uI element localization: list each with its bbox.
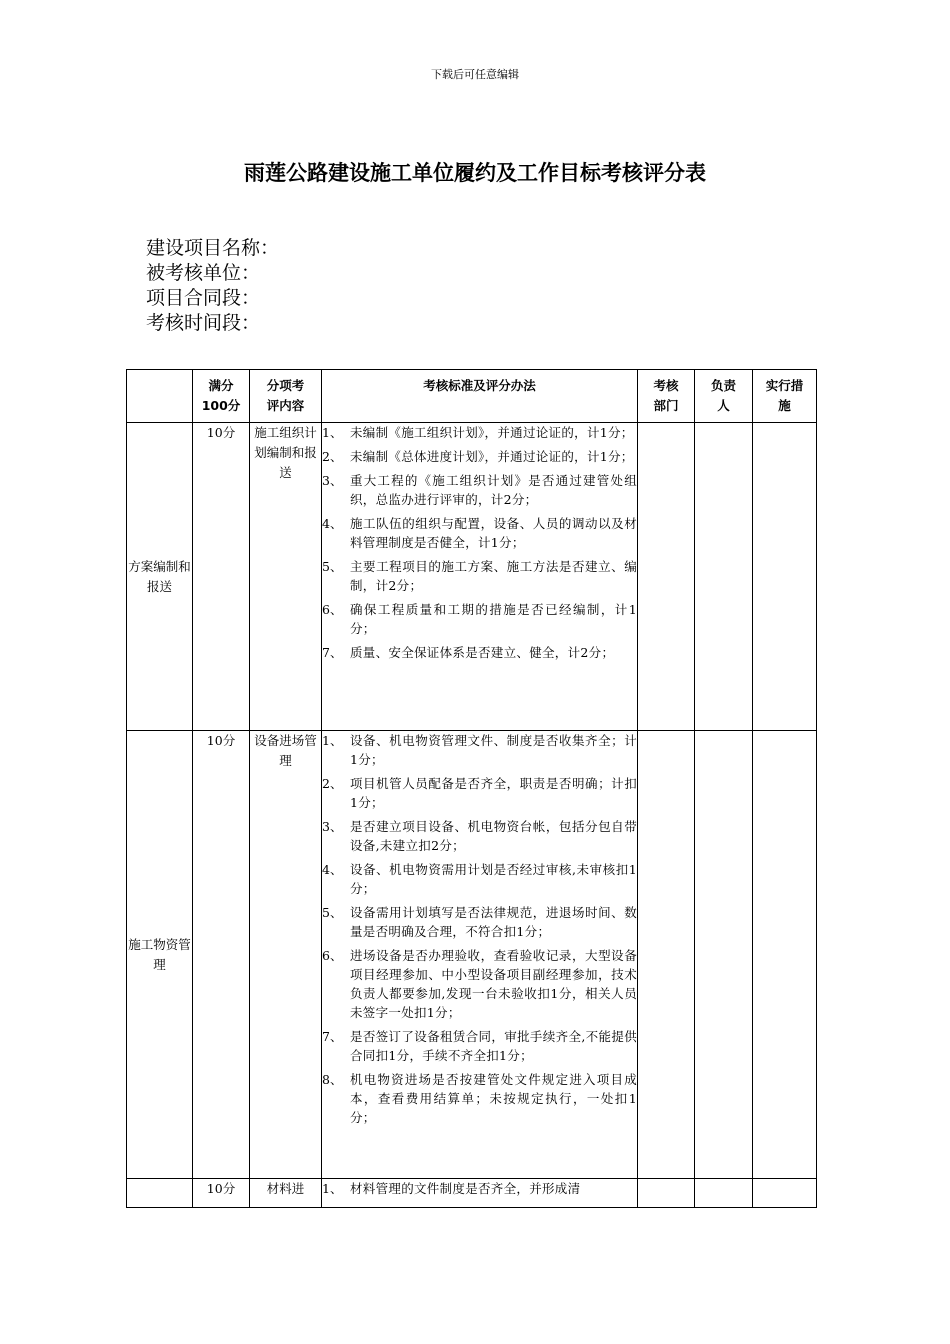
criteria-item — [322, 447, 637, 466]
criteria-text: 质量、安全保证体系是否建立、健全，计2分； — [350, 645, 615, 660]
criteria-number: 6、 — [322, 948, 343, 963]
criteria-text: 重大工程的《施工组织计划》是否通过建管处组织，总监办进行评审的，计2分； — [350, 473, 637, 507]
person-cell — [695, 731, 753, 1179]
category-cell: 方案编制和报送 — [127, 423, 193, 731]
table-row — [127, 423, 817, 731]
criteria-cell — [322, 731, 638, 1179]
criteria-text: 进场设备是否办理验收，查看验收记录，大型设备项目经理参加、中小型设备项目副经理参加，技术负责人都要参加,发现一台未验收扣1分，相关人员未签字一处扣1分； — [350, 948, 637, 1020]
criteria-item — [322, 557, 637, 595]
criteria-cell — [322, 1179, 638, 1208]
category-cell — [127, 1179, 193, 1208]
criteria-number: 6、 — [322, 602, 343, 617]
criteria-text: 未编制《总体进度计划》，并通过论证的，计1分； — [350, 449, 634, 464]
criteria-item — [322, 946, 637, 1022]
criteria-number: 3、 — [322, 473, 343, 488]
person-cell — [695, 1179, 753, 1208]
criteria-number: 2、 — [322, 776, 343, 791]
sub-item-cell: 施工组织计划编制和报送 — [250, 423, 322, 731]
criteria-text: 是否签订了设备租赁合同，审批手续齐全,不能提供合同扣1分，手续不齐全扣1分； — [350, 1029, 637, 1063]
criteria-number: 4、 — [322, 516, 343, 531]
criteria-number: 1、 — [322, 425, 343, 440]
criteria-text: 项目机管人员配备是否齐全，职责是否明确；计扣1分； — [350, 776, 637, 810]
criteria-item — [322, 514, 637, 552]
header-dept: 考核 部门 — [638, 370, 695, 423]
score-cell: 10分 — [193, 423, 250, 731]
criteria-number: 5、 — [322, 905, 343, 920]
criteria-text: 确保工程质量和工期的措施是否已经编制，计1分； — [350, 602, 637, 636]
page-title: 雨莲公路建设施工单位履约及工作目标考核评分表 — [244, 161, 706, 185]
criteria-number: 1、 — [322, 733, 343, 748]
criteria-number: 2、 — [322, 449, 343, 464]
criteria-text: 施工队伍的组织与配置，设备、人员的调动以及材料管理制度是否健全，计1分； — [350, 516, 637, 550]
project-name-label: 建设项目名称： — [146, 237, 280, 259]
criteria-number: 4、 — [322, 862, 343, 877]
measures-cell — [753, 1179, 817, 1208]
criteria-text: 设备、机电物资管理文件、制度是否收集齐全；计1分； — [350, 733, 637, 767]
criteria-item — [322, 471, 637, 509]
score-cell: 10分 — [193, 731, 250, 1179]
criteria-item — [322, 600, 637, 638]
criteria-text: 主要工程项目的施工方案、施工方法是否建立、编制，计2分； — [350, 559, 637, 593]
score-cell: 10分 — [193, 1179, 250, 1208]
info-block — [146, 236, 279, 336]
header-note: 下载后可任意编辑 — [431, 68, 519, 81]
criteria-text: 未编制《施工组织计划》，并通过论证的，计1分； — [350, 425, 634, 440]
sub-item-cell: 材料进 — [250, 1179, 322, 1208]
person-cell — [695, 423, 753, 731]
header-criteria: 考核标准及评分办法 — [322, 370, 638, 423]
criteria-number: 3、 — [322, 819, 343, 834]
table-header-row — [127, 370, 817, 423]
criteria-number: 7、 — [322, 645, 343, 660]
header-category — [127, 370, 193, 423]
dept-cell — [638, 423, 695, 731]
criteria-item — [322, 903, 637, 941]
criteria-item — [322, 423, 637, 442]
category-cell: 施工物资管理 — [127, 731, 193, 1179]
criteria-number: 7、 — [322, 1029, 343, 1044]
assessment-period-label: 考核时间段： — [146, 312, 261, 334]
criteria-item — [322, 817, 637, 855]
header-score: 满分 100分 — [193, 370, 250, 423]
criteria-number: 8、 — [322, 1072, 343, 1087]
criteria-text: 是否建立项目设备、机电物资台帐，包括分包自带设备,未建立扣2分； — [350, 819, 637, 853]
dept-cell — [638, 731, 695, 1179]
criteria-item — [322, 774, 637, 812]
header-person: 负责 人 — [695, 370, 753, 423]
table-row — [127, 731, 817, 1179]
criteria-item — [322, 1027, 637, 1065]
criteria-text: 设备、机电物资需用计划是否经过审核,未审核扣1分； — [350, 862, 637, 896]
criteria-item — [322, 731, 637, 769]
assessed-unit-label: 被考核单位： — [146, 262, 261, 284]
header-sub-item: 分项考 评内容 — [250, 370, 322, 423]
measures-cell — [753, 423, 817, 731]
header-measures: 实行措 施 — [753, 370, 817, 423]
criteria-cell — [322, 423, 638, 731]
criteria-number: 1、 — [322, 1181, 343, 1196]
criteria-item — [322, 643, 637, 662]
table-row — [127, 1179, 817, 1208]
criteria-item — [322, 1179, 637, 1198]
sub-item-cell: 设备进场管理 — [250, 731, 322, 1179]
criteria-text: 材料管理的文件制度是否齐全，并形成清 — [350, 1181, 581, 1196]
criteria-text: 机电物资进场是否按建管处文件规定进入项目成本，查看费用结算单；未按规定执行，一处扣1分； — [350, 1072, 637, 1125]
criteria-text: 设备需用计划填写是否法律规范，进退场时间、数量是否明确及合理，不符合扣1分； — [350, 905, 637, 939]
criteria-number: 5、 — [322, 559, 343, 574]
measures-cell — [753, 731, 817, 1179]
criteria-item — [322, 860, 637, 898]
criteria-item — [322, 1070, 637, 1127]
dept-cell — [638, 1179, 695, 1208]
contract-section-label: 项目合同段： — [146, 287, 261, 309]
assessment-table — [126, 369, 817, 1208]
